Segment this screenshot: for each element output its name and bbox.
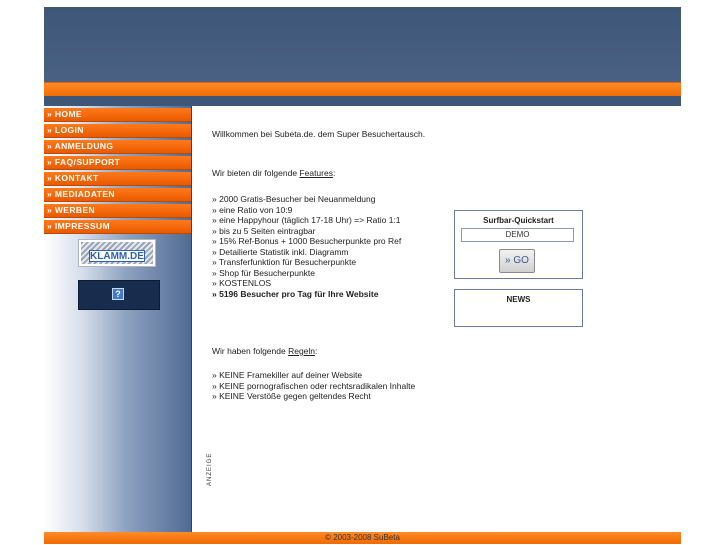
page-frame — [44, 7, 681, 544]
list-item: » eine Happyhour (täglich 17-18 Uhr) => Ratio 1:1 — [212, 215, 401, 225]
demo-field[interactable]: DEMO — [461, 228, 574, 242]
features-list — [212, 194, 401, 299]
nav-item-faq-support[interactable]: » FAQ/SUPPORT — [44, 156, 191, 170]
nav-item-kontakt[interactable]: » KONTAKT — [44, 172, 191, 186]
nav-item-login[interactable]: » LOGIN — [44, 124, 191, 138]
list-item: » Transferfunktion für Besucherpunkte — [212, 257, 357, 267]
rules-colon: : — [315, 346, 318, 356]
header-strip — [44, 96, 681, 106]
list-item: » Shop für Besucherpunkte — [212, 267, 316, 278]
nav-item-impressum[interactable]: » IMPRESSUM — [44, 220, 191, 234]
header-orange-bar — [44, 82, 681, 97]
header-banner — [44, 7, 681, 82]
klamm-banner[interactable] — [78, 239, 156, 267]
nav-item-werben[interactable]: » WERBEN — [44, 204, 191, 218]
list-item: » KEINE pornografischen oder rechtsradikalen Inhalte — [212, 380, 416, 391]
main-nav — [44, 108, 191, 236]
features-heading — [212, 168, 335, 178]
list-item: » KEINE Framekiller auf deiner Website — [212, 370, 363, 380]
rules-intro: Wir haben folgende — [212, 346, 289, 356]
surfbar-quickstart-panel — [454, 210, 583, 279]
list-item: » Detailierte Statistik inkl. Diagramm — [212, 246, 349, 257]
list-item: » 5196 Besucher pro Tag für Ihre Website — [212, 288, 379, 299]
rules-list — [212, 370, 415, 402]
list-item: » KEINE Verstöße gegen geltendes Recht — [212, 391, 371, 401]
news-title: NEWS — [506, 295, 531, 304]
list-item: » 15% Ref-Bonus + 1000 Besucherpunkte pro Ref — [212, 236, 402, 246]
news-panel — [454, 289, 583, 327]
question-icon: ? — [112, 288, 124, 300]
sidebar — [44, 106, 192, 532]
features-colon: : — [332, 168, 336, 178]
go-button[interactable]: » GO — [499, 249, 535, 273]
list-item: » 2000 Gratis-Besucher bei Neuanmeldung — [212, 194, 376, 204]
klamm-banner-label: KLAMM.DE — [90, 251, 144, 262]
footer: © 2003-2008 SuBeta — [44, 532, 681, 544]
quickstart-title: Surfbar-Quickstart — [483, 216, 554, 225]
nav-item-home[interactable]: » HOME — [44, 108, 191, 122]
features-link[interactable]: Features — [299, 168, 333, 178]
list-item: » KOSTENLOS — [212, 278, 272, 288]
welcome-text: Willkommen bei Subeta.de. dem Super Besuchertausch. — [212, 129, 426, 139]
features-intro: Wir bieten dir folgende — [212, 168, 300, 178]
nav-item-anmeldung[interactable]: » ANMELDUNG — [44, 140, 191, 154]
list-item: » eine Ratio von 10:9 — [212, 204, 293, 215]
help-box[interactable] — [78, 280, 160, 310]
main-content — [192, 106, 681, 532]
rules-heading — [212, 346, 317, 356]
ad-label: ANZEIGE — [207, 452, 213, 486]
list-item: » bis zu 5 Seiten eintragbar — [212, 225, 316, 236]
nav-item-mediadaten[interactable]: » MEDIADATEN — [44, 188, 191, 202]
rules-link[interactable]: Regeln — [288, 346, 316, 356]
